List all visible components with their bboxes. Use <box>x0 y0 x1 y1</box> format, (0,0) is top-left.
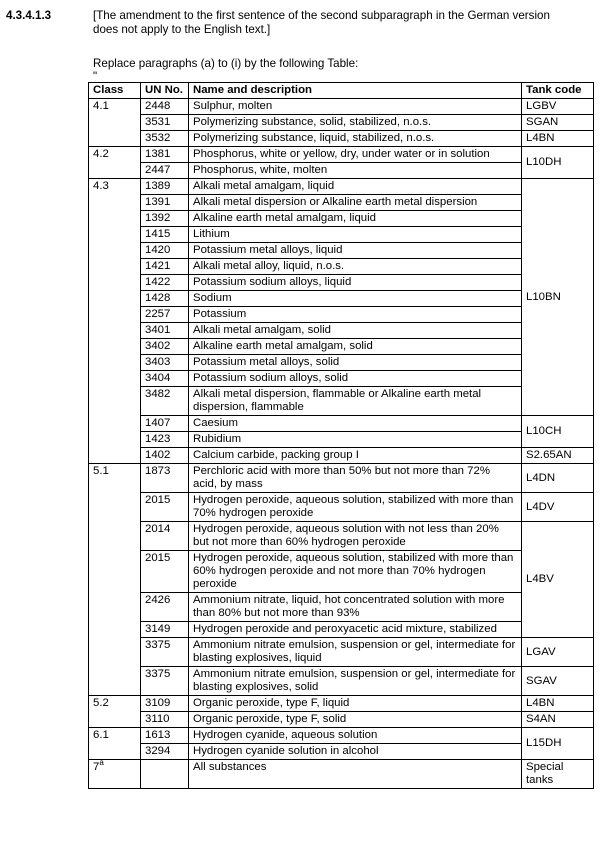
code-cell: S2.65AN <box>522 448 594 464</box>
name-cell: Ammonium nitrate emulsion, suspension or gel, intermediate for blasting explosives, solid <box>189 667 522 696</box>
un-cell: 3149 <box>141 622 189 638</box>
name-cell: All substances <box>189 760 522 789</box>
name-cell: Sodium <box>189 291 522 307</box>
un-cell: 1389 <box>141 179 189 195</box>
un-cell: 1613 <box>141 728 189 744</box>
footnote-marker: a <box>99 758 104 768</box>
header-name: Name and description <box>189 83 522 99</box>
class-cell: 6.1 <box>89 728 141 760</box>
table-row <box>89 275 594 291</box>
table-row <box>89 115 594 131</box>
code-cell: LGBV <box>522 99 594 115</box>
table-row <box>89 147 594 163</box>
table-row <box>89 622 594 638</box>
code-cell: SGAN <box>522 115 594 131</box>
table-row <box>89 195 594 211</box>
name-cell: Rubidium <box>189 432 522 448</box>
code-cell: L10CH <box>522 416 594 448</box>
name-cell: Alkaline earth metal amalgam, liquid <box>189 211 522 227</box>
un-cell: 2015 <box>141 493 189 522</box>
name-cell: Ammonium nitrate, liquid, hot concentrated solution with more than 80% but not more than 93% <box>189 593 522 622</box>
code-cell: L10DH <box>522 147 594 179</box>
un-cell: 1422 <box>141 275 189 291</box>
code-cell: L15DH <box>522 728 594 760</box>
un-cell: 3403 <box>141 355 189 371</box>
un-cell: 2015 <box>141 551 189 593</box>
un-cell: 3404 <box>141 371 189 387</box>
un-cell: 2257 <box>141 307 189 323</box>
name-cell: Perchloric acid with more than 50% but not more than 72% acid, by mass <box>189 464 522 493</box>
un-cell: 3531 <box>141 115 189 131</box>
table-row <box>89 211 594 227</box>
name-cell: Hydrogen peroxide, aqueous solution with not less than 20% but not more than 60% hydrogen peroxide <box>189 522 522 551</box>
code-cell: L4BN <box>522 696 594 712</box>
code-cell: SGAV <box>522 667 594 696</box>
code-cell: LGAV <box>522 638 594 667</box>
name-cell: Potassium metal alloys, liquid <box>189 243 522 259</box>
un-cell: 3402 <box>141 339 189 355</box>
un-cell: 3294 <box>141 744 189 760</box>
table-row <box>89 638 594 667</box>
opening-quote: " <box>93 70 98 83</box>
un-cell: 1421 <box>141 259 189 275</box>
table-row <box>89 667 594 696</box>
name-cell: Hydrogen peroxide, aqueous solution, stabilized with more than 60% hydrogen peroxide and not more than 70% hydrogen peroxide <box>189 551 522 593</box>
table-row <box>89 493 594 522</box>
table-row <box>89 712 594 728</box>
name-cell: Alkali metal dispersion, flammable or Alkaline earth metal dispersion, flammable <box>189 387 522 416</box>
table-row <box>89 259 594 275</box>
table-row <box>89 99 594 115</box>
class-cell: 4.3 <box>89 179 141 464</box>
table-row <box>89 696 594 712</box>
code-cell: L10BN <box>522 179 594 416</box>
name-cell: Calcium carbide, packing group I <box>189 448 522 464</box>
name-cell: Polymerizing substance, liquid, stabilized, n.o.s. <box>189 131 522 147</box>
table-row <box>89 371 594 387</box>
name-cell: Hydrogen cyanide, aqueous solution <box>189 728 522 744</box>
class-value: 7 <box>93 761 100 773</box>
table-row <box>89 179 594 195</box>
table-row <box>89 163 594 179</box>
table-row <box>89 387 594 416</box>
header-tank-code: Tank code <box>522 83 594 99</box>
table-row <box>89 323 594 339</box>
un-cell: 1391 <box>141 195 189 211</box>
un-cell: 3482 <box>141 387 189 416</box>
table-row <box>89 339 594 355</box>
name-cell: Ammonium nitrate emulsion, suspension or gel, intermediate for blasting explosives, liquid <box>189 638 522 667</box>
header-class: Class <box>89 83 141 99</box>
name-cell: Alkali metal amalgam, liquid <box>189 179 522 195</box>
name-cell: Polymerizing substance, solid, stabilized, n.o.s. <box>189 115 522 131</box>
class-cell: 4.1 <box>89 99 141 147</box>
table-row <box>89 551 594 593</box>
table-row <box>89 227 594 243</box>
table-row <box>89 243 594 259</box>
replace-instruction: Replace paragraphs (a) to (i) by the following Table: <box>93 57 359 70</box>
name-cell: Organic peroxide, type F, liquid <box>189 696 522 712</box>
code-cell: L4BN <box>522 131 594 147</box>
name-cell: Sulphur, molten <box>189 99 522 115</box>
name-cell: Potassium metal alloys, solid <box>189 355 522 371</box>
class-cell: 5.1 <box>89 464 141 696</box>
header-un-no: UN No. <box>141 83 189 99</box>
class-cell <box>89 760 141 789</box>
name-cell: Alkali metal alloy, liquid, n.o.s. <box>189 259 522 275</box>
un-cell: 3110 <box>141 712 189 728</box>
table-row <box>89 131 594 147</box>
name-cell: Alkaline earth metal amalgam, solid <box>189 339 522 355</box>
amendment-note: [The amendment to the first sentence of the second subparagraph in the German version does not apply to the English text.] <box>93 9 550 36</box>
un-cell: 1402 <box>141 448 189 464</box>
un-cell: 1873 <box>141 464 189 493</box>
un-cell: 3109 <box>141 696 189 712</box>
name-cell: Potassium sodium alloys, solid <box>189 371 522 387</box>
table-row <box>89 307 594 323</box>
un-cell: 1381 <box>141 147 189 163</box>
un-cell: 2447 <box>141 163 189 179</box>
table-row <box>89 432 594 448</box>
name-cell: Lithium <box>189 227 522 243</box>
table-row <box>89 760 594 789</box>
un-cell: 2426 <box>141 593 189 622</box>
class-cell: 5.2 <box>89 696 141 728</box>
name-cell: Potassium <box>189 307 522 323</box>
un-cell: 1423 <box>141 432 189 448</box>
un-cell: 2014 <box>141 522 189 551</box>
table-row <box>89 593 594 622</box>
tank-code-table <box>88 82 594 789</box>
name-cell: Caesium <box>189 416 522 432</box>
table-row <box>89 355 594 371</box>
code-cell: S4AN <box>522 712 594 728</box>
un-cell <box>141 760 189 789</box>
table-row <box>89 416 594 432</box>
un-cell: 3375 <box>141 667 189 696</box>
un-cell: 2448 <box>141 99 189 115</box>
un-cell: 1420 <box>141 243 189 259</box>
section-number: 4.3.4.1.3 <box>6 9 52 22</box>
code-cell: Special tanks <box>522 760 594 789</box>
table-row <box>89 522 594 551</box>
name-cell: Phosphorus, white, molten <box>189 163 522 179</box>
table-header-row <box>89 83 594 99</box>
table-row <box>89 744 594 760</box>
un-cell: 3532 <box>141 131 189 147</box>
table-row <box>89 728 594 744</box>
code-cell: L4DV <box>522 493 594 522</box>
name-cell: Organic peroxide, type F, solid <box>189 712 522 728</box>
class-cell: 4.2 <box>89 147 141 179</box>
table-row <box>89 464 594 493</box>
name-cell: Alkali metal dispersion or Alkaline earth metal dispersion <box>189 195 522 211</box>
name-cell: Phosphorus, white or yellow, dry, under water or in solution <box>189 147 522 163</box>
name-cell: Hydrogen peroxide, aqueous solution, stabilized with more than 70% hydrogen peroxide <box>189 493 522 522</box>
un-cell: 3401 <box>141 323 189 339</box>
un-cell: 1428 <box>141 291 189 307</box>
name-cell: Hydrogen cyanide solution in alcohol <box>189 744 522 760</box>
un-cell: 1415 <box>141 227 189 243</box>
un-cell: 1392 <box>141 211 189 227</box>
un-cell: 3375 <box>141 638 189 667</box>
table-row <box>89 448 594 464</box>
name-cell: Hydrogen peroxide and peroxyacetic acid mixture, stabilized <box>189 622 522 638</box>
table-row <box>89 291 594 307</box>
code-cell: L4BV <box>522 522 594 638</box>
un-cell: 1407 <box>141 416 189 432</box>
name-cell: Potassium sodium alloys, liquid <box>189 275 522 291</box>
code-cell: L4DN <box>522 464 594 493</box>
name-cell: Alkali metal amalgam, solid <box>189 323 522 339</box>
